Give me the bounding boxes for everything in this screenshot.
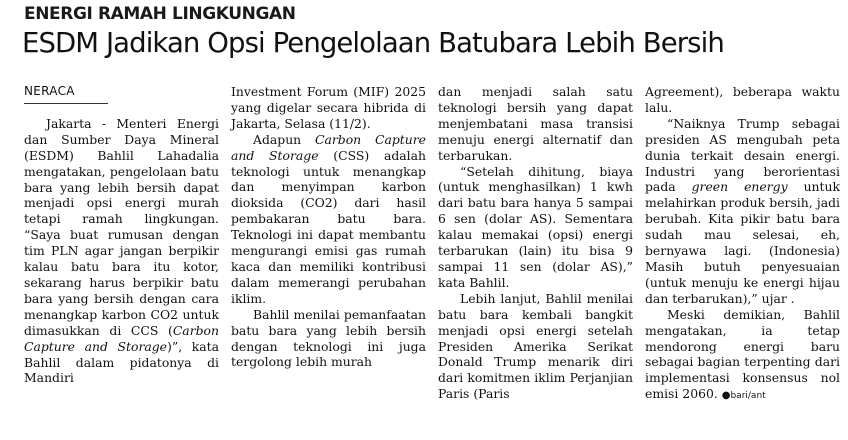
column-2 <box>231 84 426 436</box>
paragraph: dan menjadi salah satu teknologi bersih yang dapat menjembatani masa transisi menuju energi alternatif dan terbarukan. <box>438 84 633 163</box>
paragraph: “Naiknya Trump sebagai presiden AS mengubah peta dunia terkait desain energi. Industri yang berorientasi pada green energy untuk melahirkan produk bersih, jadi berubah. Kita pikir batu bara sudah mau selesai, eh, bernyawa lagi. (Indonesia) Masih butuh penyesuaian (untuk menuju ke energi hijau dan terbarukan),” ujar . <box>645 115 840 306</box>
column-4 <box>645 84 840 436</box>
article-kicker: ENERGI RAMAH LINGKUNGAN <box>24 4 296 24</box>
byline-credit: bari/ant <box>730 391 766 402</box>
column-1 <box>24 84 219 436</box>
end-bullet: ● <box>721 390 731 402</box>
section-label: NERACA <box>24 84 108 104</box>
paragraph: Bahlil menilai pemanfaatan batu bara yang lebih bersih dengan teknologi ini juga tergolong lebih murah <box>231 306 426 370</box>
paragraph: Adapun Carbon Capture and Storage (CSS) adalah teknologi untuk menangkap dan menyimpan karbon dioksida (CO2) dari hasil pembakaran batu bara. Teknologi ini dapat membantu mengurangi emisi gas rumah kaca dan memiliki kontribusi dalam memerangi perubahan iklim. <box>231 131 426 306</box>
article-headline: ESDM Jadikan Opsi Pengelolaan Batubara Lebih Bersih <box>22 27 724 59</box>
paragraph: Meski demikian, Bahlil mengatakan, ia tetap mendorong energi baru sebagai bagian terpenting dari implementasi konsensus nol emisi 2060. ●bari/ant <box>645 306 840 402</box>
paragraph: Agreement), beberapa waktu lalu. <box>645 84 840 115</box>
column-3 <box>438 84 633 436</box>
paragraph: “Setelah dihitung, biaya (untuk menghasilkan) 1 kwh dari batu bara hanya 5 sampai 6 sen (dolar AS). Sementara kalau memakai (opsi) energi terbarukan (lain) itu bisa 9 sampai 11 sen (dolar AS),” kata Bahlil. <box>438 163 633 290</box>
paragraph: Investment Forum (MIF) 2025 yang digelar secara hibrida di Jakarta, Selasa (11/2). <box>231 84 426 131</box>
article-body <box>24 84 840 436</box>
paragraph: Jakarta - Menteri Energi dan Sumber Daya Mineral (ESDM) Bahlil Lahadalia mengatakan, pengelolaan batu bara yang lebih bersih dapat menjadi opsi energi murah tetapi ramah lingkungan. “Saya buat rumusan dengan tim PLN agar jangan berpikir kalau batu bara itu kotor, sekarang harus berpikir batu bara yang bersih dengan cara menangkap karbon CO2 untuk dimasukkan di CCS (Carbon Capture and Storage)”, kata Bahlil dalam pidatonya di Mandiri <box>24 115 220 386</box>
paragraph: Lebih lanjut, Bahlil menilai batu bara kembali bangkit menjadi opsi energi setelah Presiden Amerika Serikat Donald Trump menarik diri dari komitmen iklim Perjanjian Paris (Paris <box>438 290 633 402</box>
